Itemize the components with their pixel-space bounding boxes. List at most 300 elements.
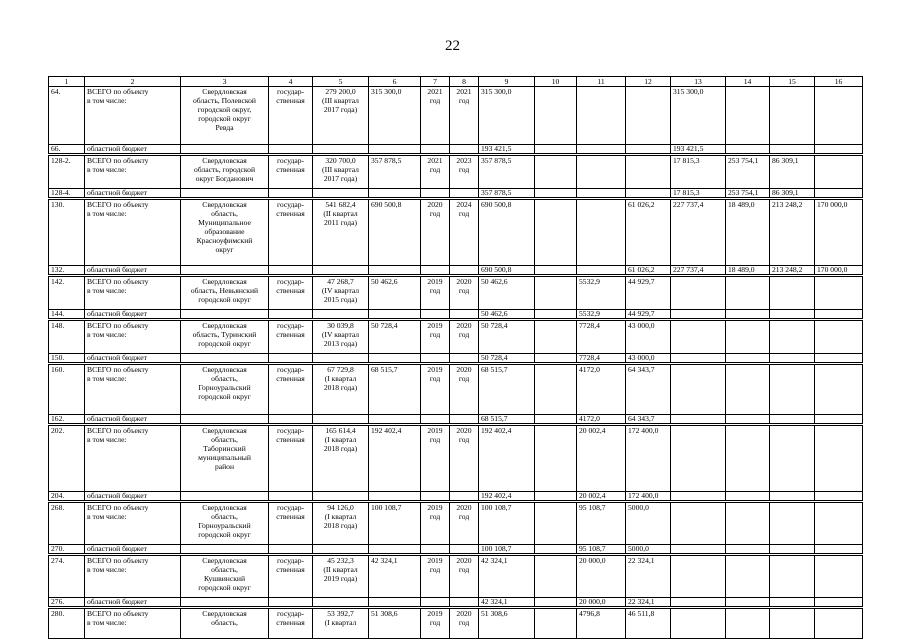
table-cell bbox=[577, 87, 626, 145]
column-header: 2 bbox=[85, 77, 181, 87]
table-cell: Свердловская область, Горноуральский городской округ bbox=[181, 503, 269, 545]
table-cell bbox=[815, 189, 863, 198]
table-cell bbox=[535, 266, 577, 275]
table-cell bbox=[535, 426, 577, 492]
table-cell bbox=[313, 545, 369, 554]
table-cell: 68 515,7 bbox=[369, 365, 421, 415]
table-cell bbox=[535, 609, 577, 639]
table-cell: 193 421,5 bbox=[671, 145, 726, 154]
column-header: 10 bbox=[535, 77, 577, 87]
page-number: 22 bbox=[445, 38, 460, 54]
table-cell: 44 929,7 bbox=[626, 310, 671, 319]
table-cell: 30 039,8 (IV квартал 2013 года) bbox=[313, 321, 369, 354]
table-cell bbox=[535, 415, 577, 424]
table-cell: 279 200,0 (III квартал 2017 года) bbox=[313, 87, 369, 145]
table-cell: 227 737,4 bbox=[671, 200, 726, 266]
table-cell: 50 728,4 bbox=[369, 321, 421, 354]
table-cell: государ- ственная bbox=[269, 87, 313, 145]
column-header: 7 bbox=[421, 77, 450, 87]
table-cell: 94 126,0 (I квартал 2018 года) bbox=[313, 503, 369, 545]
table-cell: 315 300,0 bbox=[479, 87, 535, 145]
table-cell bbox=[421, 145, 450, 154]
table-cell: 45 232,3 (II квартал 2019 года) bbox=[313, 556, 369, 598]
table-cell bbox=[770, 310, 815, 319]
column-header: 6 bbox=[369, 77, 421, 87]
table-cell: 2023 год bbox=[450, 156, 479, 189]
table-cell: 22 324,1 bbox=[626, 556, 671, 598]
table-cell bbox=[269, 598, 313, 607]
table-cell bbox=[815, 156, 863, 189]
table-cell bbox=[369, 545, 421, 554]
table-cell bbox=[535, 189, 577, 198]
table-cell bbox=[369, 415, 421, 424]
table-cell: 100 108,7 bbox=[369, 503, 421, 545]
table-cell: 50 728,4 bbox=[479, 354, 535, 363]
table-cell bbox=[671, 415, 726, 424]
table-cell: 192 402,4 bbox=[369, 426, 421, 492]
table-cell: 2021 год bbox=[421, 87, 450, 145]
table-cell bbox=[421, 310, 450, 319]
table-cell bbox=[726, 426, 770, 492]
table-cell bbox=[313, 598, 369, 607]
table-cell bbox=[313, 189, 369, 198]
table-cell bbox=[626, 87, 671, 145]
table-cell: областной бюджет bbox=[85, 415, 181, 424]
table-cell bbox=[770, 556, 815, 598]
table-cell bbox=[269, 310, 313, 319]
table-cell bbox=[726, 609, 770, 639]
table-cell: 253 754,1 bbox=[726, 156, 770, 189]
table-cell bbox=[626, 189, 671, 198]
table-cell: государ- ственная bbox=[269, 609, 313, 639]
table-cell bbox=[770, 145, 815, 154]
table-cell bbox=[535, 321, 577, 354]
table-cell: 5000,0 bbox=[626, 503, 671, 545]
table-cell: 20 002,4 bbox=[577, 426, 626, 492]
table-cell: 2021 год bbox=[450, 87, 479, 145]
budget-row bbox=[49, 145, 863, 154]
table-cell: ВСЕГО по объекту в том числе: bbox=[85, 556, 181, 598]
table-cell: 2020 год bbox=[450, 321, 479, 354]
table-cell bbox=[450, 598, 479, 607]
object-row bbox=[49, 426, 863, 492]
table-cell bbox=[770, 503, 815, 545]
table-cell: Свердловская область, bbox=[181, 609, 269, 639]
table-cell bbox=[815, 415, 863, 424]
table-cell bbox=[421, 492, 450, 501]
table-cell: 315 300,0 bbox=[369, 87, 421, 145]
table-cell: 100 108,7 bbox=[479, 503, 535, 545]
table-cell bbox=[535, 156, 577, 189]
table-cell bbox=[535, 492, 577, 501]
table-cell: 64 343,7 bbox=[626, 415, 671, 424]
table-cell: областной бюджет bbox=[85, 354, 181, 363]
table-cell: 274. bbox=[49, 556, 85, 598]
table-cell bbox=[726, 556, 770, 598]
table-cell: 86 309,1 bbox=[770, 156, 815, 189]
table-cell: 2019 год bbox=[421, 556, 450, 598]
table-cell bbox=[815, 598, 863, 607]
table-cell bbox=[815, 145, 863, 154]
table-cell bbox=[181, 598, 269, 607]
table-cell bbox=[313, 266, 369, 275]
table-cell bbox=[181, 354, 269, 363]
table-cell: Свердловская область, Горноуральский городской округ bbox=[181, 365, 269, 415]
table-cell bbox=[815, 354, 863, 363]
table-cell: областной бюджет bbox=[85, 492, 181, 501]
table-cell bbox=[369, 310, 421, 319]
table-cell: 22 324,1 bbox=[626, 598, 671, 607]
table-cell: 690 500,8 bbox=[369, 200, 421, 266]
table-cell: 51 308,6 bbox=[479, 609, 535, 639]
budget-row bbox=[49, 492, 863, 501]
table-cell bbox=[535, 310, 577, 319]
table-cell: 227 737,4 bbox=[671, 266, 726, 275]
table-cell bbox=[770, 545, 815, 554]
table-cell bbox=[421, 415, 450, 424]
table-cell bbox=[815, 545, 863, 554]
table-cell bbox=[726, 145, 770, 154]
table-cell: 192 402,4 bbox=[479, 426, 535, 492]
table-cell: 2019 год bbox=[421, 277, 450, 310]
table-cell: 2020 год bbox=[450, 609, 479, 639]
table-cell: 50 728,4 bbox=[479, 321, 535, 354]
table-cell bbox=[770, 365, 815, 415]
table-cell bbox=[450, 189, 479, 198]
table-cell bbox=[770, 277, 815, 310]
table-cell: 162. bbox=[49, 415, 85, 424]
budget-row bbox=[49, 545, 863, 554]
table-cell bbox=[535, 200, 577, 266]
table-cell: областной бюджет bbox=[85, 145, 181, 154]
column-header: 13 bbox=[671, 77, 726, 87]
table-cell bbox=[535, 598, 577, 607]
column-header: 11 bbox=[577, 77, 626, 87]
table-cell: ВСЕГО по объекту в том числе: bbox=[85, 503, 181, 545]
table-cell bbox=[369, 492, 421, 501]
table-cell bbox=[450, 415, 479, 424]
table-cell bbox=[726, 354, 770, 363]
table-cell bbox=[269, 354, 313, 363]
table-cell: 2019 год bbox=[421, 609, 450, 639]
object-row bbox=[49, 200, 863, 266]
table-cell: государ- ственная bbox=[269, 503, 313, 545]
table-cell: 128-2. bbox=[49, 156, 85, 189]
table-cell: 2020 год bbox=[450, 503, 479, 545]
table-cell bbox=[421, 354, 450, 363]
table-cell bbox=[181, 545, 269, 554]
table-cell bbox=[770, 354, 815, 363]
table-cell: Свердловская область, Таборинский муниципальный район bbox=[181, 426, 269, 492]
table-cell bbox=[421, 545, 450, 554]
budget-row bbox=[49, 310, 863, 319]
table-cell: 5532,9 bbox=[577, 277, 626, 310]
table-cell: 4796,8 bbox=[577, 609, 626, 639]
table-cell bbox=[450, 492, 479, 501]
column-header: 9 bbox=[479, 77, 535, 87]
table-cell: 165 614,4 (I квартал 2018 года) bbox=[313, 426, 369, 492]
table-cell bbox=[671, 310, 726, 319]
table-cell bbox=[815, 87, 863, 145]
column-header: 16 bbox=[815, 77, 863, 87]
budget-row bbox=[49, 598, 863, 607]
table-cell bbox=[421, 189, 450, 198]
table-cell: 315 300,0 bbox=[671, 87, 726, 145]
table-cell: 53 392,7 (I квартал bbox=[313, 609, 369, 639]
table-cell: Свердловская область, Туринский городской округ bbox=[181, 321, 269, 354]
table-cell bbox=[671, 354, 726, 363]
budget-row bbox=[49, 189, 863, 198]
table-cell: 128-4. bbox=[49, 189, 85, 198]
table-cell: государ- ственная bbox=[269, 321, 313, 354]
table-cell: 20 000,0 bbox=[577, 556, 626, 598]
table-cell: 150. bbox=[49, 354, 85, 363]
table-cell bbox=[671, 556, 726, 598]
table-cell bbox=[181, 189, 269, 198]
table-cell bbox=[671, 365, 726, 415]
table-cell: 66. bbox=[49, 145, 85, 154]
table-cell bbox=[626, 145, 671, 154]
table-cell: государ- ственная bbox=[269, 200, 313, 266]
column-header: 1 bbox=[49, 77, 85, 87]
table-cell bbox=[671, 503, 726, 545]
table-cell bbox=[671, 426, 726, 492]
column-header: 3 bbox=[181, 77, 269, 87]
table-cell bbox=[421, 266, 450, 275]
table-cell: 7728,4 bbox=[577, 321, 626, 354]
table-cell: 2020 год bbox=[450, 277, 479, 310]
table-cell: 2020 год bbox=[450, 426, 479, 492]
table-cell: 68 515,7 bbox=[479, 365, 535, 415]
table-cell bbox=[671, 598, 726, 607]
table-cell: 4172,0 bbox=[577, 365, 626, 415]
table-cell: 46 511,8 bbox=[626, 609, 671, 639]
table-cell bbox=[450, 310, 479, 319]
table-cell: 204. bbox=[49, 492, 85, 501]
table-cell bbox=[770, 415, 815, 424]
table-cell bbox=[577, 156, 626, 189]
table-cell bbox=[450, 354, 479, 363]
table-cell: 50 462,6 bbox=[479, 310, 535, 319]
object-row bbox=[49, 87, 863, 145]
column-header: 12 bbox=[626, 77, 671, 87]
table-cell bbox=[369, 145, 421, 154]
table-cell bbox=[815, 492, 863, 501]
table-cell: областной бюджет bbox=[85, 598, 181, 607]
table-cell: 17 815,3 bbox=[671, 156, 726, 189]
table-cell: 2024 год bbox=[450, 200, 479, 266]
table-cell bbox=[671, 609, 726, 639]
table-cell bbox=[450, 266, 479, 275]
table-cell bbox=[313, 415, 369, 424]
table-cell: областной бюджет bbox=[85, 310, 181, 319]
table-cell bbox=[369, 354, 421, 363]
table-cell: 64 343,7 bbox=[626, 365, 671, 415]
table-cell: 320 700,0 (III квартал 2017 года) bbox=[313, 156, 369, 189]
table-cell: 2021 год bbox=[421, 156, 450, 189]
table-cell bbox=[726, 415, 770, 424]
table-cell: 42 324,1 bbox=[479, 598, 535, 607]
table-cell bbox=[369, 266, 421, 275]
table-cell: 50 462,6 bbox=[369, 277, 421, 310]
table-cell bbox=[181, 266, 269, 275]
table-cell: ВСЕГО по объекту в том числе: bbox=[85, 609, 181, 639]
table-cell bbox=[269, 492, 313, 501]
table-cell bbox=[726, 598, 770, 607]
table-cell bbox=[726, 545, 770, 554]
table-cell: Свердловская область, Невьянский городской округ bbox=[181, 277, 269, 310]
table-cell: 690 500,8 bbox=[479, 266, 535, 275]
table-cell: 160. bbox=[49, 365, 85, 415]
table-cell: 61 026,2 bbox=[626, 266, 671, 275]
table-cell: 7728,4 bbox=[577, 354, 626, 363]
table-cell: 213 248,2 bbox=[770, 266, 815, 275]
column-header: 14 bbox=[726, 77, 770, 87]
table-cell: 5532,9 bbox=[577, 310, 626, 319]
table-cell: 2019 год bbox=[421, 365, 450, 415]
table-cell: государ- ственная bbox=[269, 156, 313, 189]
table-cell: 20 002,4 bbox=[577, 492, 626, 501]
table-cell: 170 000,0 bbox=[815, 266, 863, 275]
table-cell: ВСЕГО по объекту в том числе: bbox=[85, 321, 181, 354]
table-cell bbox=[369, 189, 421, 198]
table-cell bbox=[269, 415, 313, 424]
table-cell bbox=[815, 556, 863, 598]
table-cell: 42 324,1 bbox=[479, 556, 535, 598]
table-cell: Свердловская область, Полевской городской округ, городской округ Ревда bbox=[181, 87, 269, 145]
table-cell bbox=[181, 415, 269, 424]
table-cell: Свердловская область, городской округ Богданович bbox=[181, 156, 269, 189]
table-cell bbox=[726, 365, 770, 415]
table-cell: Свердловская область, Кушвинский городской округ bbox=[181, 556, 269, 598]
table-cell: 64. bbox=[49, 87, 85, 145]
table-cell bbox=[535, 545, 577, 554]
table-cell bbox=[815, 321, 863, 354]
table-cell bbox=[577, 266, 626, 275]
table-cell: 144. bbox=[49, 310, 85, 319]
table-cell: 192 402,4 bbox=[479, 492, 535, 501]
table-cell: 213 248,2 bbox=[770, 200, 815, 266]
table-cell bbox=[577, 145, 626, 154]
table-cell bbox=[450, 145, 479, 154]
table-cell: 142. bbox=[49, 277, 85, 310]
table-cell: ВСЕГО по объекту в том числе: bbox=[85, 426, 181, 492]
table-cell bbox=[535, 87, 577, 145]
table-cell: 61 026,2 bbox=[626, 200, 671, 266]
table-cell: 2019 год bbox=[421, 426, 450, 492]
table-cell: 132. bbox=[49, 266, 85, 275]
table-cell bbox=[770, 598, 815, 607]
table-cell: 170 000,0 bbox=[815, 200, 863, 266]
table-cell: 130. bbox=[49, 200, 85, 266]
table-cell bbox=[770, 321, 815, 354]
table-cell: 268. bbox=[49, 503, 85, 545]
table-cell: 2019 год bbox=[421, 321, 450, 354]
budget-row bbox=[49, 354, 863, 363]
table-cell: государ- ственная bbox=[269, 277, 313, 310]
table-cell bbox=[535, 556, 577, 598]
table-cell: 172 400,0 bbox=[626, 426, 671, 492]
table-cell: 357 878,5 bbox=[479, 189, 535, 198]
table-cell bbox=[815, 426, 863, 492]
table-cell: ВСЕГО по объекту в том числе: bbox=[85, 156, 181, 189]
table-cell: 42 324,1 bbox=[369, 556, 421, 598]
table-cell bbox=[269, 189, 313, 198]
table-cell: 193 421,5 bbox=[479, 145, 535, 154]
table-cell bbox=[626, 156, 671, 189]
object-row bbox=[49, 277, 863, 310]
table-cell: ВСЕГО по объекту в том числе: bbox=[85, 200, 181, 266]
table-cell bbox=[577, 200, 626, 266]
table-cell bbox=[181, 310, 269, 319]
table-cell bbox=[671, 492, 726, 501]
table-cell bbox=[535, 145, 577, 154]
table-cell: 280. bbox=[49, 609, 85, 639]
object-row bbox=[49, 321, 863, 354]
table-cell: областной бюджет bbox=[85, 266, 181, 275]
table-cell: Свердловская область, Муниципальное образование Красноуфимский округ bbox=[181, 200, 269, 266]
table-cell: областной бюджет bbox=[85, 545, 181, 554]
table-cell bbox=[535, 277, 577, 310]
table-cell: 2020 год bbox=[450, 365, 479, 415]
table-cell bbox=[181, 492, 269, 501]
budget-table bbox=[48, 76, 863, 639]
table-cell bbox=[726, 503, 770, 545]
table-cell bbox=[726, 87, 770, 145]
table-cell: областной бюджет bbox=[85, 189, 181, 198]
table-cell: ВСЕГО по объекту в том числе: bbox=[85, 87, 181, 145]
table-cell: 2020 год bbox=[450, 556, 479, 598]
table-cell bbox=[671, 277, 726, 310]
table-cell bbox=[577, 189, 626, 198]
table-cell: 202. bbox=[49, 426, 85, 492]
header-row bbox=[49, 77, 863, 87]
table-cell bbox=[815, 503, 863, 545]
table-cell: 47 268,7 (IV квартал 2015 года) bbox=[313, 277, 369, 310]
object-row bbox=[49, 503, 863, 545]
table-cell bbox=[770, 492, 815, 501]
table-cell: 95 108,7 bbox=[577, 545, 626, 554]
table-cell: 86 309,1 bbox=[770, 189, 815, 198]
table-cell: 100 108,7 bbox=[479, 545, 535, 554]
table-cell: 270. bbox=[49, 545, 85, 554]
table-cell: 690 500,8 bbox=[479, 200, 535, 266]
table-cell bbox=[535, 503, 577, 545]
table-cell bbox=[181, 145, 269, 154]
table-cell bbox=[450, 545, 479, 554]
table-cell: 20 000,0 bbox=[577, 598, 626, 607]
table-cell bbox=[770, 426, 815, 492]
table-cell: 541 682,4 (II квартал 2011 года) bbox=[313, 200, 369, 266]
table-cell: государ- ственная bbox=[269, 365, 313, 415]
table-cell: 18 489,0 bbox=[726, 266, 770, 275]
table-body bbox=[49, 77, 863, 639]
table-cell bbox=[313, 145, 369, 154]
table-cell: 95 108,7 bbox=[577, 503, 626, 545]
table-cell: 253 754,1 bbox=[726, 189, 770, 198]
table-cell bbox=[726, 492, 770, 501]
budget-row bbox=[49, 266, 863, 275]
table-cell bbox=[535, 365, 577, 415]
table-cell bbox=[369, 598, 421, 607]
table-cell bbox=[726, 321, 770, 354]
table-cell: 2020 год bbox=[421, 200, 450, 266]
column-header: 15 bbox=[770, 77, 815, 87]
table-cell bbox=[313, 354, 369, 363]
table-cell: 50 462,6 bbox=[479, 277, 535, 310]
table-cell: ВСЕГО по объекту в том числе: bbox=[85, 365, 181, 415]
object-row bbox=[49, 556, 863, 598]
